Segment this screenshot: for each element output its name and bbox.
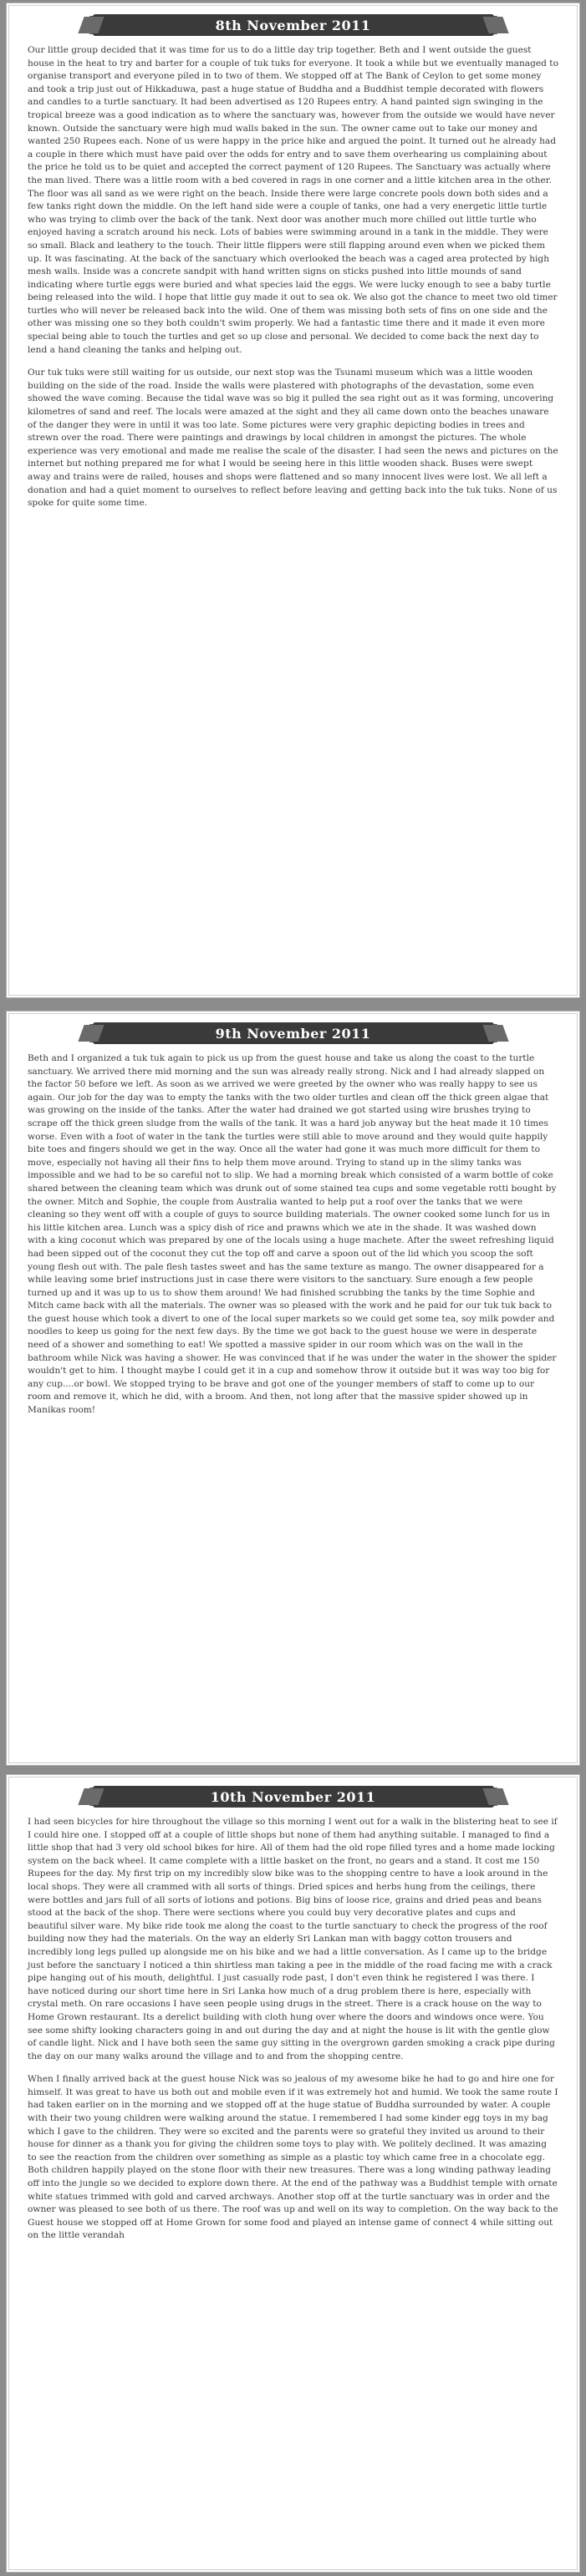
entry-paragraph: When I finally arrived back at the guest house Nick was so jealous of my awesome bike he had to go and hire one for himself. It was great to have us both out and mobile even if it was extremely hot and humid. We took the same route I had taken earlier on in the morning and we stopped off at the huge statue of Buddha surrounded by water. A couple with their two young children were walking around the statue. I remembered I had some kinder egg toys in my bag which I gave to the children. They were so excited and the parents were so grateful they invited us around to their house for dinner as a thank you for giving the children some toys to play with. We politely declined. It was amazing to see the reaction from the children over something as simple as a plastic toy which came free in a chocolate egg. Both children happily played on the stone floor with their new treasures. There was a long winding pathway leading off into the jungle so we decided to explore down there. At the end of the pathway was a Buddhist temple with ornate white statues trimmed with gold and carved archways. Another stop off at the turtle sanctuary was in order and the owner was pleased to see both of us there. The roof was up and well on its way to completion. On the way back to the Guest house we stopped off at Home Grown for some food and played an intense game of connect 4 while sitting out on the little verandah (28, 2074, 558, 2241)
entry-date-banner: 10th November 2011 (93, 1786, 494, 1808)
journal-entry-card (8, 1777, 578, 2570)
entry-date-banner: 9th November 2011 (93, 1022, 494, 1044)
journal-entry-card (8, 5, 578, 996)
entry-date-banner: 8th November 2011 (93, 14, 494, 36)
entry-paragraph: Our tuk tuks were still waiting for us outside, our next stop was the Tsunami museum which was a little wooden building on the side of the road. Inside the walls were plastered with photographs of the devastation, some even showed the wave coming. Because the tidal wave was so big it pulled the sea right out as it was forming, uncovering kilometres of sand and reef. The locals were amazed at the sight and they all came down onto the beaches unaware of the danger they were in until it was too late. Some pictures were very graphic depicting bodies in trees and strewn over the road. There were paintings and drawings by local children in amongst the pictures. The whole experience was very emotional and made me realise the scale of the disaster. I had seen the news and pictures on the internet but nothing prepared me for what I would be seeing here in this little wooden shack. Buses were swept away and trains were de railed, houses and shops were flattened and so many innocent lives were lost. We all left a donation and had a quiet moment to ourselves to reflect before leaving and getting back into the tuk tuks. None of us spoke for quite some time. (28, 368, 558, 509)
journal-entry-card (8, 1013, 578, 1763)
entry-paragraph: I had seen bicycles for hire throughout the village so this morning I went out for a walk in the blistering heat to see if I could hire one. I stopped off at a couple of little shops but none of them had anything suitable. I managed to find a little shop that had 3 very old school bikes for hire. All of them had the old rope filled tyres and a home made locking system on the back wheel. It came complete with a little basket on the front, no gears and a stand. It cost me 150 Rupees for the day. My first trip on my incredibly slow bike was to the shopping centre to have a look around in the local shops. They were all crammed with all sorts of things. Dried spices and herbs hung from the ceilings, there were bottles and jars full of all sorts of lotions and potions. Big bins of loose rice, grains and dried peas and beans stood at the back of the shop. There were sections where you could buy very decorative plates and cups and beautiful silver ware. My bike ride took me along the coast to the turtle sanctuary to check the progress of the roof building now they had the materials. On the way an elderly Sri Lankan man with baggy cotton trousers and incredibly long legs pulled up alongside me on his bike and we had a little conversation. As I came up to the bridge just before the sanctuary I noticed a thin shirtless man taking a pee in the middle of the road facing me with a crack pipe hanging out of his mouth, delightful. I just casually rode past, I don't even think he registered I was there. I have noticed during our short time here in Sri Lanka how much of a drug problem there is here, especially with crystal meth. On rare occasions I have seen people using drugs in the street. There is a crack house on the way to Home Grown restaurant. Its a derelict building with cloth hung over where the doors and windows once were. You see some shifty looking characters going in and out during the day and at night the house is lit with the gentle glow of candle light. Nick and I have both seen the same guy sitting in the overgrown garden smoking a crack pipe during the day on our many walks around the village and to and from the shopping centre. (28, 1817, 558, 2061)
entry-paragraph: Our little group decided that it was time for us to do a little day trip together. Beth and I went outside the guest house in the heat to try and barter for a couple of tuk tuks for everyone. It took a while but we eventually managed to organise transport and everyone piled in to two of them. We stopped off at The Bank of Ceylon to get some money and took a trip just out of Hikkaduwa, past a huge statue of Buddha and a Buddhist temple decorated with flowers and candles to a turtle sanctuary. It had been advertised as 120 Rupees entry. A hand painted sign swinging in the tropical breeze was a good indication as to where the sanctuary was, however from the outside we would have never known. Outside the sanctuary were high mud walls baked in the sun. The owner came out to take our money and wanted 250 Rupees each. None of us were happy in the price hike and argued the point. It turned out he already had a couple in there which must have paid over the odds for entry and to save them overhearing us complaining about the price he told us to be quiet and accepted the correct payment of 120 Rupees. The Sanctuary was actually where the man lived. There was a little room with a bed covered in rags in one corner and a little kitchen area in the other. The floor was all sand as we were right on the beach. Inside there were large concrete pools down both sides and a few tanks right down the middle. On the left hand side were a couple of tanks, one had a very energetic little turtle who was trying to climb over the back of the tank. Next door was another much more chilled out little turtle who enjoyed having a scratch around his neck. Lots of babies were swimming around in a tank in the middle. They were so small. Black and leathery to the touch. Their little flippers were still flapping around even when we picked them up. It was fascinating. At the back of the sanctuary which overlooked the beach was a caged area protected by high mesh walls. Inside was a concrete sandpit with hand written signs on sticks pushed into little mounds of sand indicating where turtle eggs were buried and what species laid the eggs. We were lucky enough to see a baby turtle being released into the wild. I hope that little guy made it out to sea ok. We also got the chance to meet two old timer turtles who will never be released back into the wild. One of them was missing both sets of fins on one side and the other was missing one so they both couldn't swim properly. We had a fantastic time there and it made it even more special being able to touch the turtles and get so up close and personal. We decided to come back the next day to lend a hand cleaning the tanks and helping out. (28, 45, 558, 355)
entry-paragraph: Beth and I organized a tuk tuk again to pick us up from the guest house and take us along the coast to the turtle sanctuary. We arrived there mid morning and the sun was already really strong. Nick and I had already slapped on the factor 50 before we left. As soon as we arrived we were greeted by the owner who was really happy to see us again. Our job for the day was to empty the tanks with the two older turtles and clean off the thick green algae that was growing on the inside of the tanks. After the water had drained we got started using wire brushes trying to scrape off the thick green sludge from the walls of the tank. It was a hard job anyway but the heat made it 10 times worse. Even with a foot of water in the tank the turtles were still able to move around and they would quite happily bite toes and fingers should we get in the way. Once all the water had gone it was much more difficult for them to move, especially not having all their fins to help them move around. Trying to stand up in the slimy tanks was impossible and we had to be so careful not to slip. We had a morning break which consisted of a warm bottle of coke shared between the cleaning team which was drunk out of some stained tea cups and some vegetable rotti bought by the owner. Mitch and Sophie, the couple from Australia wanted to help put a roof over the tanks that we were cleaning so they went off with a couple of guys to source building materials. The owner cooked some lunch for us in his little kitchen area. Lunch was a spicy dish of rice and prawns which we ate in the shade. It was washed down with a king coconut which was prepared by one of the locals using a huge machete. After the sweet refreshing liquid had been sipped out of the coconut they cut the top off and carve a spoon out of the lid which you scoop the soft young flesh out with. The pale flesh tastes sweet and has the same texture as mango. The owner disappeared for a while leaving some brief instructions just in case there were visitors to the sanctuary. Sure enough a few people turned up and it was up to us to show them around! We had finished scrubbing the tanks by the time Sophie and Mitch came back with all the materials. The owner was so pleased with the work and he paid for our tuk tuk back to the guest house which took a divert to one of the local super markets so we could get some tea, soy milk powder and noodles to keep us going for the next few days. By the time we got back to the guest house we were in desperate need of a shower and something to eat! We spotted a massive spider in our room which was on the wall in the bathroom while Nick was having a shower. He was convinced that if he was under the water in the shower the spider wouldn't get to him. I thought maybe I could get it in a cup and somehow throw it outside but it was way too big for any cup....or bowl. We stopped trying to be brave and got one of the younger members of staff to come up to our room and remove it, which he did, with a broom. And then, not long after that the massive spider showed up in Manikas room! (28, 1053, 557, 1416)
